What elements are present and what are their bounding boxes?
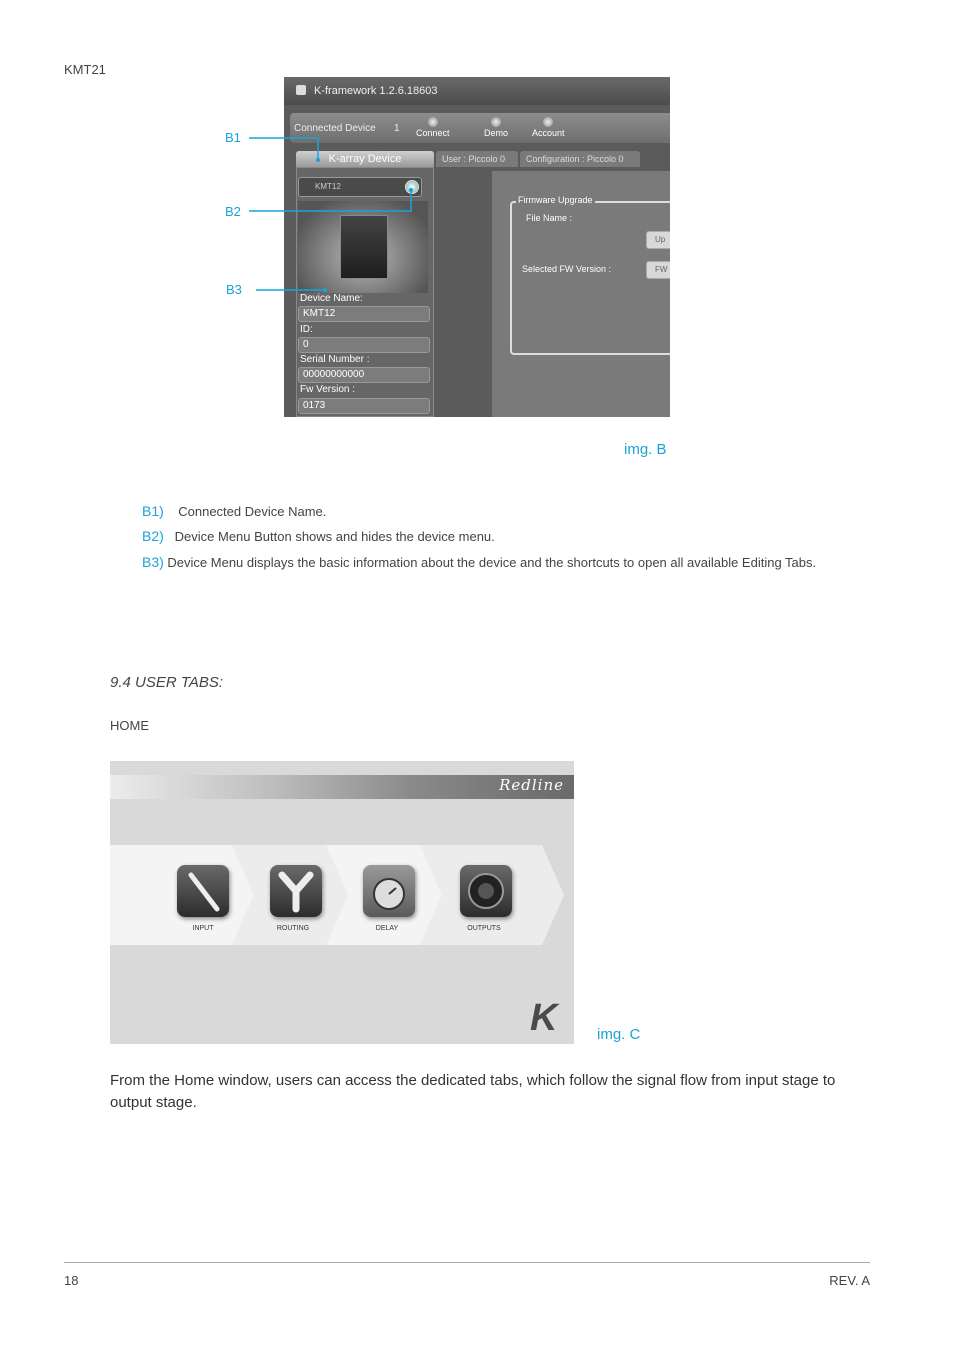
subsection-title: HOME: [110, 718, 149, 733]
callout-b2: B2: [225, 204, 241, 219]
home-screenshot: [110, 761, 574, 1044]
outputs-label: OUTPUTS: [467, 925, 501, 932]
callout-b3: B3: [226, 282, 242, 297]
serial-label: Serial Number :: [300, 354, 370, 365]
connect-button[interactable]: Connect: [416, 117, 450, 138]
window-title: K-framework 1.2.6.18603: [314, 85, 438, 97]
id-field[interactable]: 0: [298, 337, 430, 353]
footer-rule: [64, 1262, 870, 1263]
caption-img-c: img. C: [597, 1026, 641, 1043]
routing-label: ROUTING: [276, 925, 310, 932]
input-tile[interactable]: [177, 865, 229, 917]
delay-label: DELAY: [375, 925, 399, 932]
connected-device-count: 1: [394, 123, 400, 134]
connected-device-label: Connected Device: [294, 123, 376, 134]
routing-icon: [270, 865, 322, 917]
firmware-title: Firmware Upgrade: [518, 195, 593, 205]
legend-b3: B3) Device Menu displays the basic information about the device and the shortcuts to open all available Editing Tabs.: [142, 554, 817, 570]
caption-img-b: img. B: [624, 441, 667, 458]
fw-field[interactable]: 0173: [298, 398, 430, 414]
redline-brand: Redline: [499, 776, 564, 794]
callout-dot-b1: [316, 158, 320, 162]
input-label: INPUT: [192, 925, 214, 932]
outputs-tile[interactable]: [460, 865, 512, 917]
speaker-icon: [460, 865, 512, 917]
header-product: KMT21: [64, 62, 106, 77]
k-array-logo: K: [530, 997, 558, 1039]
legend-b1: B1) Connected Device Name.: [142, 503, 327, 519]
routing-tile[interactable]: [270, 865, 322, 917]
device-name-label: Device Name:: [300, 293, 363, 304]
demo-button[interactable]: Demo: [484, 117, 508, 138]
delay-tile[interactable]: [363, 865, 415, 917]
upload-button[interactable]: Up: [646, 231, 670, 249]
account-button[interactable]: Account: [532, 117, 565, 138]
fw-button[interactable]: FW: [646, 261, 670, 279]
device-name-field[interactable]: KMT12: [298, 306, 430, 322]
stopwatch-icon: [363, 865, 415, 917]
callout-line-b1: [249, 138, 318, 160]
section-title: 9.4 USER TABS:: [110, 674, 224, 691]
callout-dot-b3: [323, 288, 327, 292]
legend-b2: B2) Device Menu Button shows and hides the device menu.: [142, 528, 495, 544]
callout-dot-b2: [409, 188, 413, 192]
callout-line-b2: [249, 190, 411, 211]
id-label: ID:: [300, 324, 313, 335]
device-combo-value: KMT12: [315, 182, 341, 191]
revision: REV. A: [829, 1273, 870, 1288]
fw-label: Fw Version :: [300, 384, 356, 395]
tab-configuration[interactable]: Configuration : Piccolo 0: [520, 151, 640, 167]
file-name-label: File Name :: [526, 213, 573, 223]
input-icon: [177, 865, 229, 917]
selected-fw-label: Selected FW Version :: [522, 264, 612, 274]
serial-field[interactable]: 00000000000: [298, 367, 430, 383]
body-paragraph: From the Home window, users can access the dedicated tabs, which follow the signal flow from input stage to output stage.: [110, 1072, 836, 1111]
page-number: 18: [64, 1273, 79, 1288]
callout-b1: B1: [225, 130, 241, 145]
tab-user[interactable]: User : Piccolo 0: [436, 151, 518, 167]
tab-device[interactable]: K-array Device: [296, 151, 434, 167]
callout-lines: [0, 0, 954, 450]
